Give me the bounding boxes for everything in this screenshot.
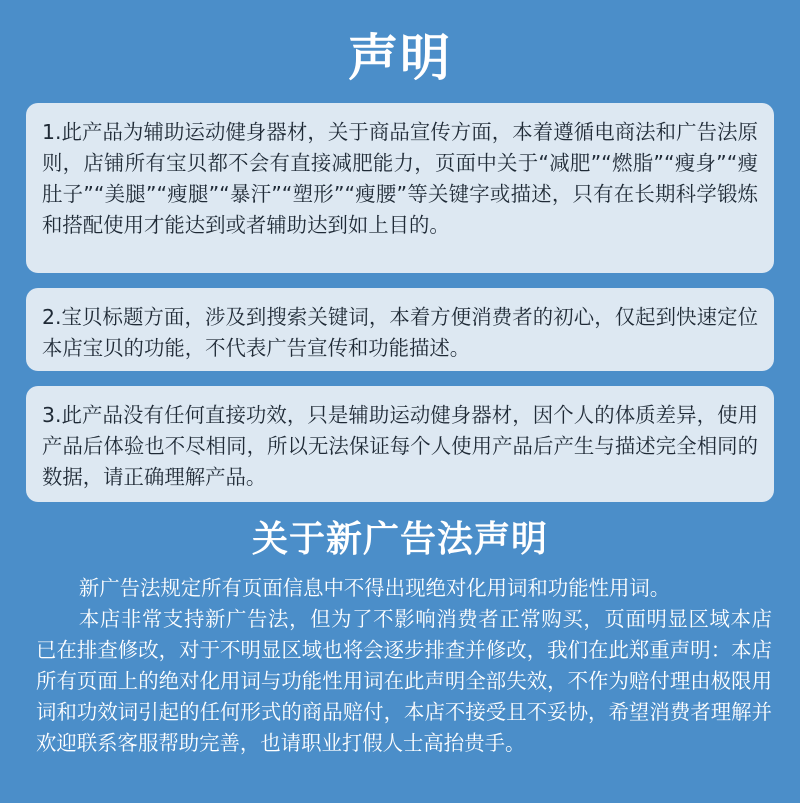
page-title: 声明 xyxy=(348,29,452,87)
disclaimer-card-3 xyxy=(26,386,774,502)
ad-law-paragraph-2: 本店非常支持新广告法，但为了不影响消费者正常购买，页面明显区域本店已在排查修改，对于不明显区域也将会逐步排查并修改，我们在此郑重声明：本店所有页面上的绝对化用词与功能性用词在此声明全部失效，不作为赔付理由极限用词和功效词引起的任何形式的商品赔付，本店不接受且不妥协，希望消费者理解并欢迎联系客服帮助完善，也请职业打假人士高抬贵手。 xyxy=(36,607,772,755)
ad-law-section-body xyxy=(36,573,772,759)
ad-law-paragraph-1: 新广告法规定所有页面信息中不得出现绝对化用词和功能性用词。 xyxy=(78,576,671,600)
disclaimer-card-2 xyxy=(26,288,774,371)
disclaimer-text-1: 1.此产品为辅助运动健身器材，关于商品宣传方面，本着遵循电商法和广告法原则，店铺所有宝贝都不会有直接减肥能力，页面中关于“减肥”“燃脂”“瘦身”“瘦肚子”“美腿”“瘦腿”“暴汗”“塑形”“瘦腰”等关键字或描述，只有在长期科学锻炼和搭配使用才能达到或者辅助达到如上目的。 xyxy=(42,120,758,237)
ad-law-section-title: 关于新广告法声明 xyxy=(251,519,548,560)
disclaimer-text-2: 2.宝贝标题方面，涉及到搜索关键词，本着方便消费者的初心，仅起到快速定位本店宝贝的功能，不代表广告宣传和功能描述。 xyxy=(42,305,758,360)
disclaimer-card-1 xyxy=(26,103,774,273)
disclaimer-text-3: 3.此产品没有任何直接功效，只是辅助运动健身器材，因个人的体质差异，使用产品后体验也不尽相同，所以无法保证每个人使用产品后产生与描述完全相同的数据，请正确理解产品。 xyxy=(42,403,758,489)
